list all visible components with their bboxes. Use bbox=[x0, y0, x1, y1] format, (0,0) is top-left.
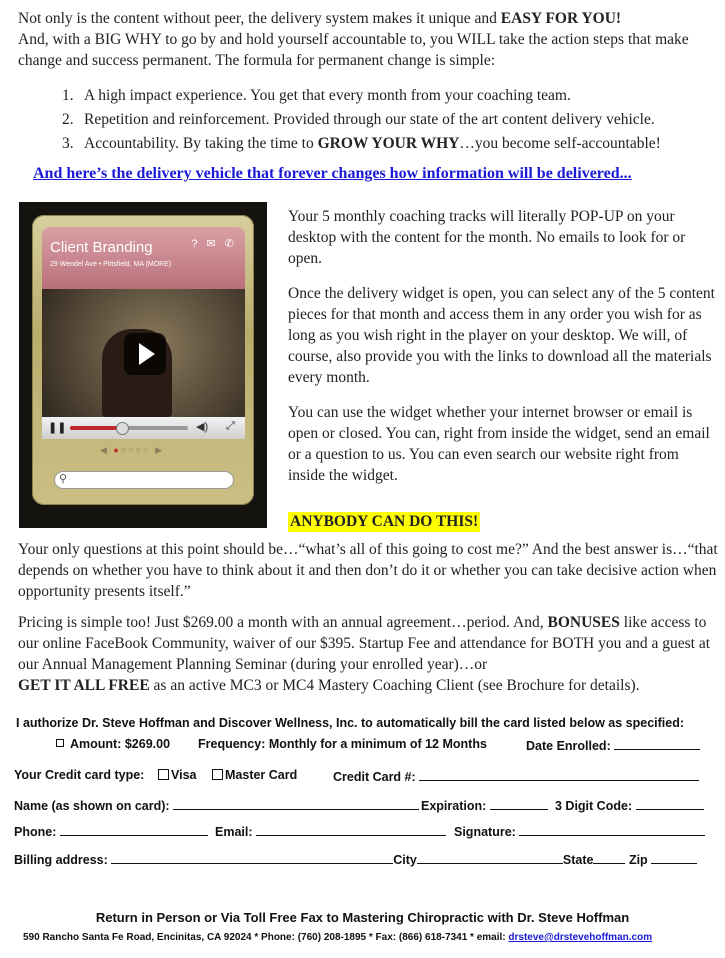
list-item: 1. A high impact experience. You get that every month from your coaching team. bbox=[62, 87, 571, 104]
intro-paragraph bbox=[18, 8, 708, 71]
intro-text: Not only is the content without peer, the delivery system makes it unique and bbox=[18, 10, 501, 27]
video-area bbox=[42, 289, 245, 417]
progress-knob[interactable] bbox=[116, 422, 129, 435]
search-icon: ⚲ bbox=[59, 473, 68, 485]
fullscreen-icon[interactable]: ⤢ bbox=[226, 420, 235, 432]
list-item: 3. Accountability. By taking the time to GROW YOUR WHY…you become self-accountable! bbox=[62, 135, 661, 152]
widget-desc-1: Your 5 monthly coaching tracks will literally POP-UP on your desktop with the content for the month. No emails to look for or open. bbox=[288, 208, 686, 267]
pause-icon[interactable]: ❚❚ bbox=[48, 422, 67, 434]
name-on-card-field[interactable]: Name (as shown on card): bbox=[14, 797, 419, 813]
email-link[interactable]: drsteve@drstevehoffman.com bbox=[508, 932, 653, 943]
pricing-paragraph: Pricing is simple too! Just $269.00 a month with an annual agreement…period. And, BONUSES like access to our online FaceBook Community, waiver of our $395. Startup Fee and attendance for BOTH you and a guest at our Annual Management Planning Seminar (during your enrolled year)…or GET IT ALL FREE as an active MC3 or MC4 Mastery Coaching Client (see Brochure for details). bbox=[18, 614, 711, 694]
amount-row: Amount: $269.00 bbox=[56, 737, 170, 751]
track-dots[interactable]: ◀ ●○○○○ ▶ bbox=[100, 445, 165, 455]
authorize-text: I authorize Dr. Steve Hoffman and Discover Wellness, Inc. to automatically bill the card listed below as specified: bbox=[16, 716, 685, 730]
card-type-label: Your Credit card type: bbox=[14, 768, 145, 782]
widget-frame bbox=[32, 215, 254, 505]
intro-bold: EASY FOR YOU! bbox=[500, 10, 622, 27]
widget-subtitle: 29 Wendel Ave • Pittsfield, MA (MORE) bbox=[50, 261, 172, 268]
phone-field[interactable]: Phone: bbox=[14, 823, 208, 839]
master-card-checkbox[interactable]: Master Card bbox=[212, 768, 297, 782]
date-enrolled-field[interactable]: Date Enrolled: bbox=[526, 737, 700, 753]
widget-search-input[interactable] bbox=[54, 471, 234, 489]
code-field[interactable]: 3 Digit Code: bbox=[555, 797, 704, 813]
widget-title: Client Branding bbox=[50, 239, 153, 256]
list-item: 2. Repetition and reinforcement. Provided through our state of the art content delivery vehicle. bbox=[62, 111, 655, 128]
widget-desc-2: Once the delivery widget is open, you can select any of the 5 content pieces for that month and access them in any order you wish for as long as you wish right in the player on your desktop. We will, of course, also provide you with the links to download all the materials every month. bbox=[288, 285, 715, 386]
progress-fill bbox=[70, 426, 122, 430]
frequency-label: Frequency: Monthly for a minimum of 12 Months bbox=[198, 737, 487, 751]
progress-track[interactable] bbox=[70, 426, 188, 430]
anybody-highlight: ANYBODY CAN DO THIS! bbox=[290, 513, 479, 530]
play-icon[interactable] bbox=[124, 333, 166, 375]
volume-icon[interactable]: ◀) bbox=[196, 421, 209, 433]
amount-checkbox[interactable] bbox=[56, 739, 64, 747]
delivery-vehicle-link[interactable]: And here’s the delivery vehicle that forever changes how information will be delivered... bbox=[33, 165, 632, 182]
player-controls bbox=[42, 417, 245, 439]
cost-paragraph: Your only questions at this point should be…“what’s all of this going to cost me?” And the best answer is…“that depends on whether you have to think about it and then don’t do it or whether you can take decisive action when opportunity presents itself.” bbox=[18, 541, 718, 600]
visa-checkbox[interactable]: Visa bbox=[158, 768, 197, 782]
signature-field[interactable]: Signature: bbox=[454, 823, 705, 839]
contact-line: 590 Rancho Santa Fe Road, Encinitas, CA 92024 * Phone: (760) 208-1895 * Fax: (866) 618-7341 * email: drsteve@drstevehoffman.com bbox=[23, 932, 653, 943]
widget-header-icons: ? ✉ ✆ bbox=[191, 238, 237, 250]
billing-address-field[interactable]: Billing address: City State Zip bbox=[14, 851, 697, 867]
widget-desc-3: You can use the widget whether your internet browser or email is open or closed. You can, right from inside the widget, send an email or a question to us. You can even search our website right from inside the widget. bbox=[288, 404, 710, 484]
formula-list bbox=[62, 84, 722, 156]
return-instructions: Return in Person or Via Toll Free Fax to Mastering Chiropractic with Dr. Steve Hoffman bbox=[95, 910, 630, 925]
widget-header bbox=[42, 227, 245, 289]
widget-screenshot bbox=[19, 202, 267, 528]
expiration-field[interactable]: Expiration: bbox=[421, 797, 548, 813]
widget-description bbox=[288, 206, 716, 500]
credit-card-number-field[interactable]: Credit Card #: bbox=[333, 768, 699, 784]
intro-text-2: And, with a BIG WHY to go by and hold yourself accountable to, you WILL take the action steps that make change and success permanent. The formula for permanent change is simple: bbox=[18, 31, 689, 69]
email-field[interactable]: Email: bbox=[215, 823, 446, 839]
